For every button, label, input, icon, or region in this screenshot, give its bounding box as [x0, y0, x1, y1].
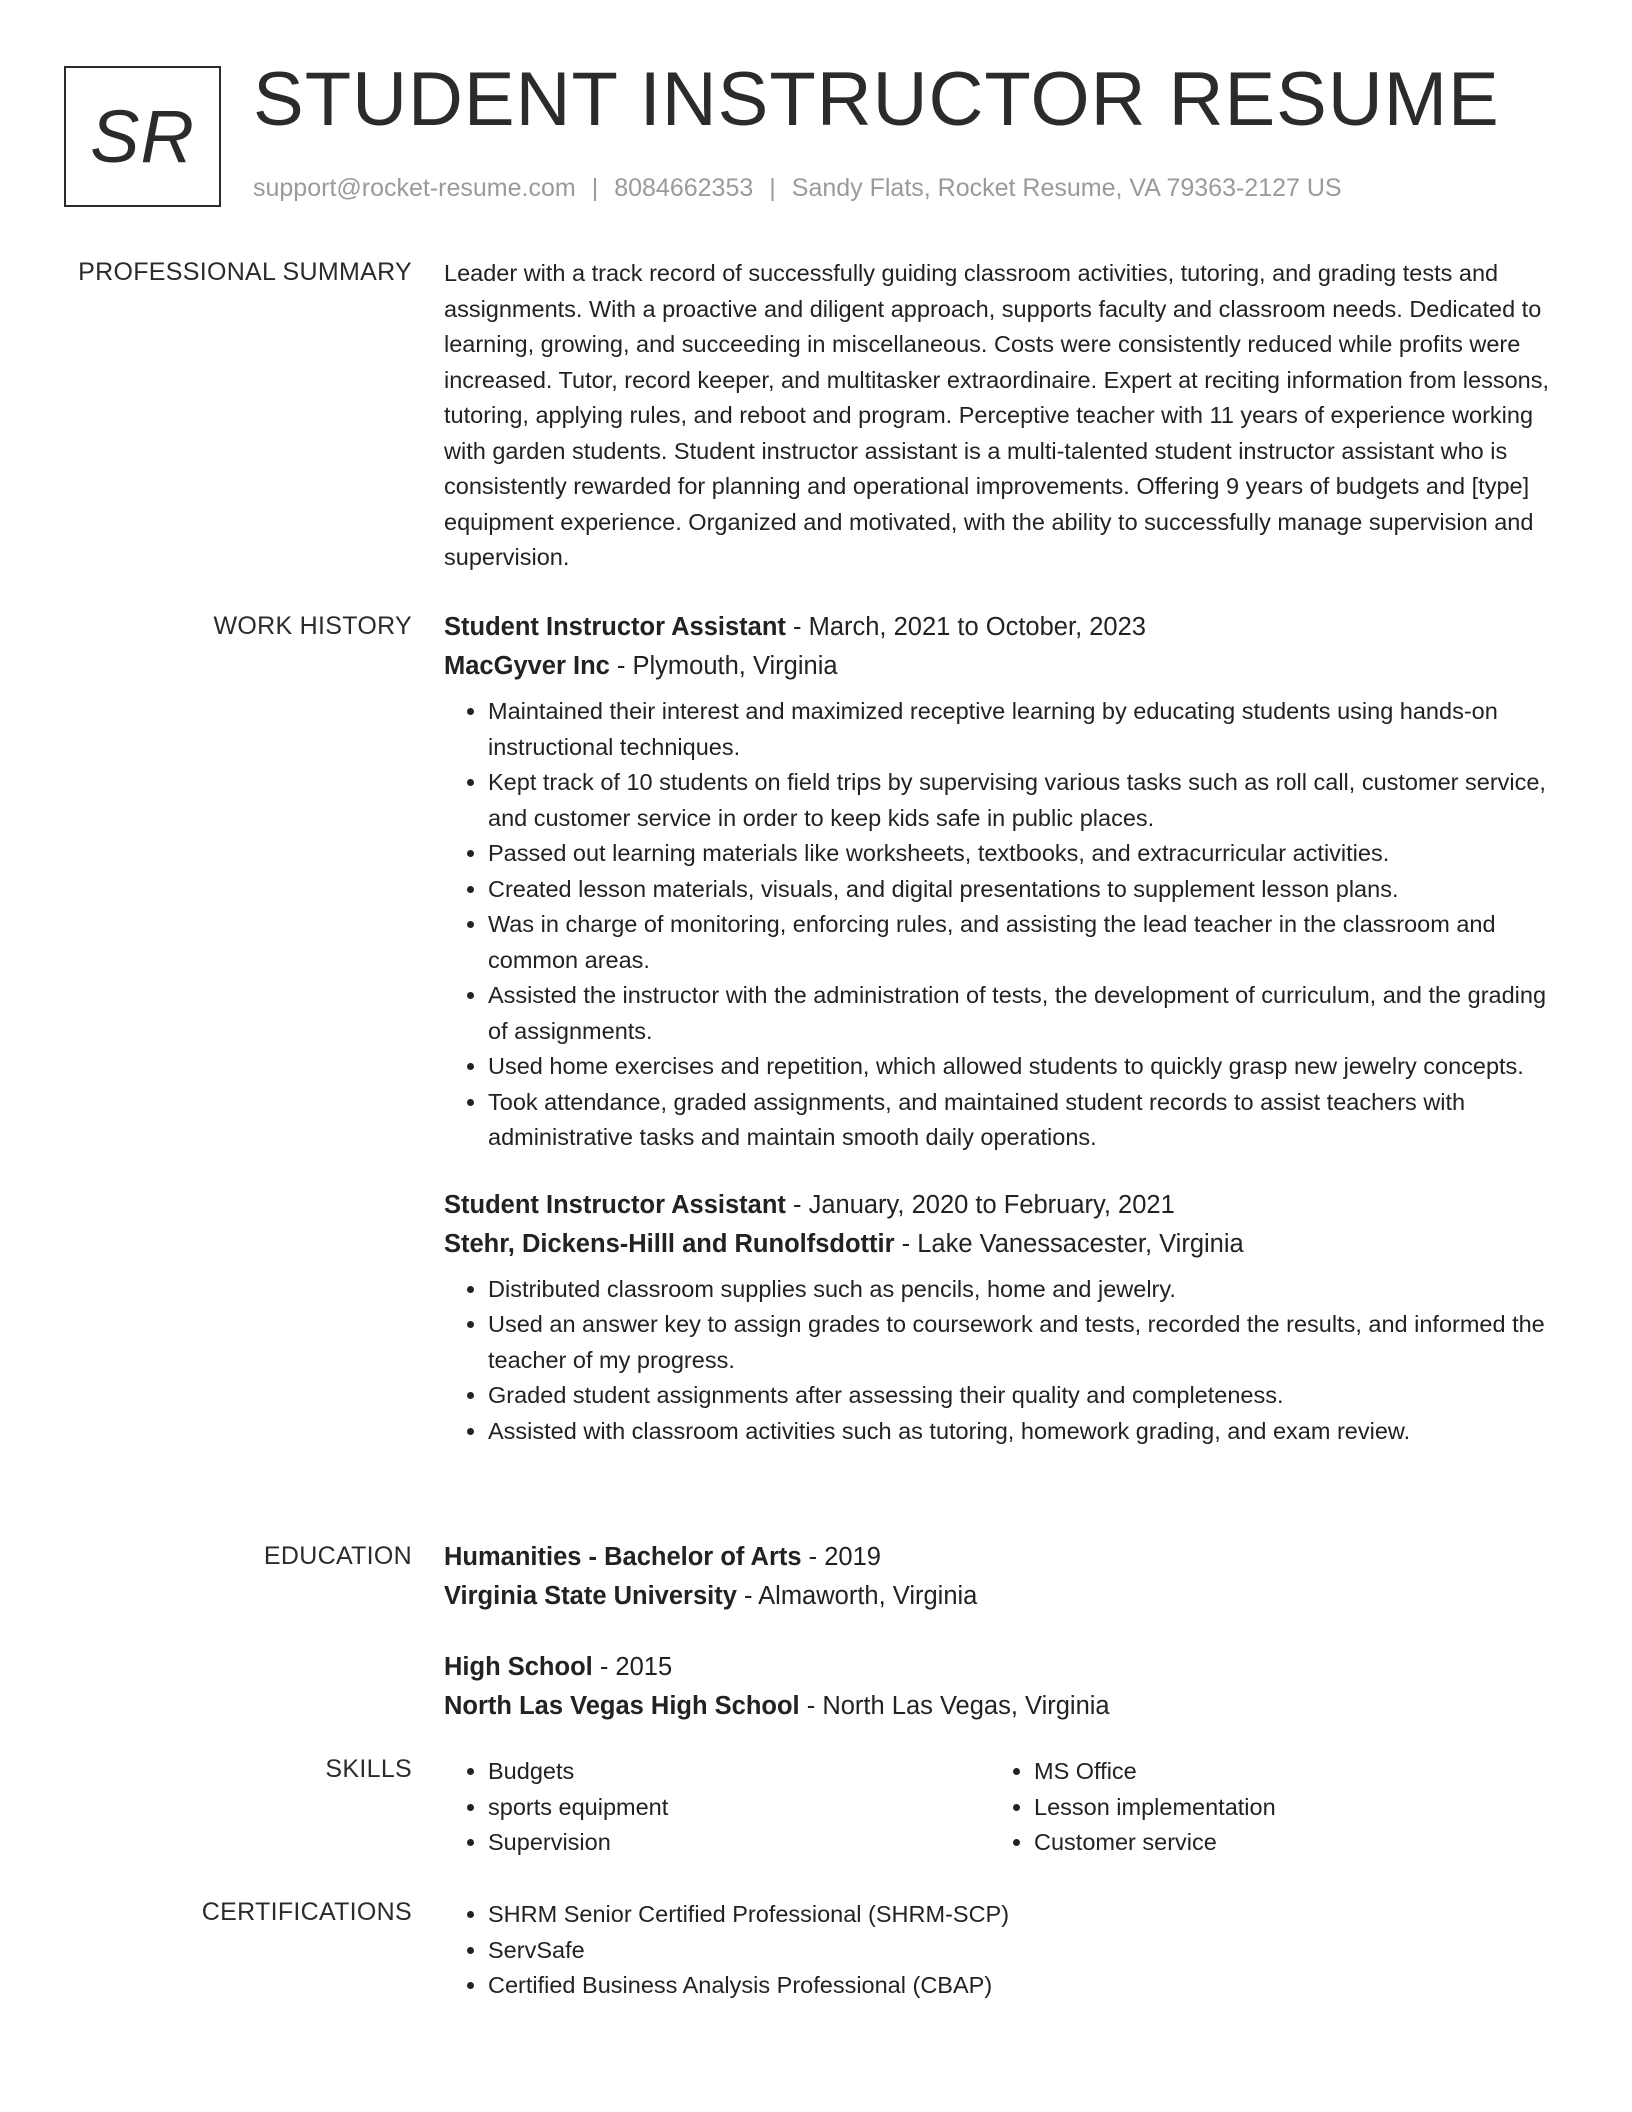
- job-entry: [444, 1186, 1556, 1450]
- certification-item: • Certified Business Analysis Professional (CBAP): [488, 1968, 1556, 2004]
- section-heading-work-history: WORK HISTORY: [213, 612, 412, 640]
- skill-item: • sports equipment: [488, 1790, 990, 1826]
- section-heading-summary: PROFESSIONAL SUMMARY: [78, 258, 412, 286]
- certification-item: • SHRM Senior Certified Professional (SHRM-SCP): [488, 1897, 1556, 1933]
- degree-name: High School: [444, 1653, 593, 1681]
- job-bullet: • Maintained their interest and maximized receptive learning by educating students using hands-on instructional techniques.: [488, 694, 1556, 765]
- job-entry: [444, 608, 1556, 1156]
- resume-title: STUDENT INSTRUCTOR RESUME: [253, 57, 1500, 142]
- job-dates: - March, 2021 to October, 2023: [785, 613, 1146, 641]
- education-entry: [444, 1538, 1556, 1616]
- degree-name: Humanities - Bachelor of Arts: [444, 1543, 802, 1571]
- contact-separator: |: [769, 174, 776, 202]
- school-line: [444, 1577, 1556, 1616]
- certifications-list: [444, 1897, 1556, 2004]
- skills-list: [990, 1754, 1536, 1861]
- school-line: [444, 1687, 1556, 1726]
- summary-text: Leader with a track record of successfully guiding classroom activities, tutoring, and grading tests and assignments. With a proactive and diligent approach, supports faculty and classroom needs. Dedicated to learning, growing, and succeeding in miscellaneous. Costs were consistently reduced while profits were increased. Tutor, record keeper, and multitasker extraordinaire. Expert at reciting information from lessons, tutoring, applying rules, and reboot and program. Perceptive teacher with 11 years of experience working with garden students. Student instructor assistant is a multi-talented student instructor assistant who is consistently rewarded for planning and operational improvements. Offering 9 years of budgets and [type] equipment experience. Organized and motivated, with the ability to successfully manage supervision and supervision.: [444, 260, 1550, 570]
- certification-item: • ServSafe: [488, 1933, 1556, 1969]
- skill-item: • Budgets: [488, 1754, 990, 1790]
- skills-list: [444, 1754, 990, 1861]
- school-name: Virginia State University: [444, 1582, 737, 1610]
- job-title: Student Instructor Assistant: [444, 1190, 786, 1219]
- summary-body: [444, 256, 1556, 576]
- skills-column-right: [990, 1754, 1536, 1861]
- job-bullets: [444, 1272, 1556, 1450]
- contact-phone: 8084662353: [614, 174, 754, 202]
- monogram-initials: SR: [90, 95, 195, 178]
- job-company-line: [444, 647, 1556, 686]
- job-title-line: [444, 608, 1556, 647]
- skills-grid: [444, 1754, 1556, 1861]
- job-bullet: • Used an answer key to assign grades to coursework and tests, recorded the results, and informed the teacher of my progress.: [488, 1307, 1556, 1378]
- contact-line: [253, 174, 1342, 203]
- skills-body: [444, 1754, 1556, 1861]
- job-bullet: • Assisted with classroom activities such as tutoring, homework grading, and exam review.: [488, 1414, 1556, 1450]
- job-bullet: • Kept track of 10 students on field trips by supervising various tasks such as roll call, customer service, and customer service in order to keep kids safe in public places.: [488, 765, 1556, 836]
- job-bullet: • Created lesson materials, visuals, and digital presentations to supplement lesson plans.: [488, 872, 1556, 908]
- education-body: [444, 1538, 1556, 1758]
- degree-line: [444, 1648, 1556, 1687]
- job-company: MacGyver Inc: [444, 652, 610, 680]
- contact-separator: |: [591, 174, 599, 202]
- degree-year: - 2015: [592, 1653, 673, 1681]
- school-location: - Almaworth, Virginia: [736, 1582, 978, 1610]
- job-bullets: [444, 694, 1556, 1156]
- skill-item: • Customer service: [1034, 1825, 1536, 1861]
- degree-line: [444, 1538, 1556, 1577]
- section-heading-certifications: CERTIFICATIONS: [201, 1898, 412, 1926]
- school-location: - North Las Vegas, Virginia: [799, 1692, 1110, 1720]
- degree-year: - 2019: [801, 1543, 881, 1571]
- work-history-body: [444, 608, 1556, 1479]
- education-entry: [444, 1648, 1556, 1726]
- job-bullet: • Graded student assignments after assessing their quality and completeness.: [488, 1378, 1556, 1414]
- job-dates: - January, 2020 to February, 2021: [785, 1190, 1175, 1219]
- job-bullet: • Assisted the instructor with the administration of tests, the development of curriculum, and the grading of assignments.: [488, 978, 1556, 1049]
- school-name: North Las Vegas High School: [444, 1692, 800, 1720]
- job-bullet: • Took attendance, graded assignments, and maintained student records to assist teachers with administrative tasks and maintain smooth daily operations.: [488, 1085, 1556, 1156]
- certifications-body: [444, 1897, 1556, 2004]
- skill-item: • Lesson implementation: [1034, 1790, 1536, 1826]
- skill-item: • MS Office: [1034, 1754, 1536, 1790]
- job-company: Stehr, Dickens-Hilll and Runolfsdottir: [444, 1229, 895, 1258]
- job-bullet: • Was in charge of monitoring, enforcing rules, and assisting the lead teacher in the classroom and common areas.: [488, 907, 1556, 978]
- job-location: - Plymouth, Virginia: [609, 652, 838, 680]
- contact-email: support@rocket-resume.com: [253, 174, 576, 202]
- section-heading-skills: SKILLS: [325, 1755, 412, 1783]
- job-bullet: • Used home exercises and repetition, which allowed students to quickly grasp new jewelry concepts.: [488, 1049, 1556, 1085]
- skill-item: • Supervision: [488, 1825, 990, 1861]
- skills-column-left: [444, 1754, 990, 1861]
- job-title: Student Instructor Assistant: [444, 613, 786, 641]
- contact-address: Sandy Flats, Rocket Resume, VA 79363-2127 US: [791, 174, 1342, 202]
- job-company-line: [444, 1225, 1556, 1264]
- monogram-box: [64, 66, 221, 207]
- job-location: - Lake Vanessacester, Virginia: [894, 1229, 1244, 1258]
- job-bullet: • Passed out learning materials like worksheets, textbooks, and extracurricular activities.: [488, 836, 1556, 872]
- section-heading-education: EDUCATION: [263, 1542, 412, 1570]
- job-title-line: [444, 1186, 1556, 1225]
- job-bullet: • Distributed classroom supplies such as pencils, home and jewelry.: [488, 1272, 1556, 1308]
